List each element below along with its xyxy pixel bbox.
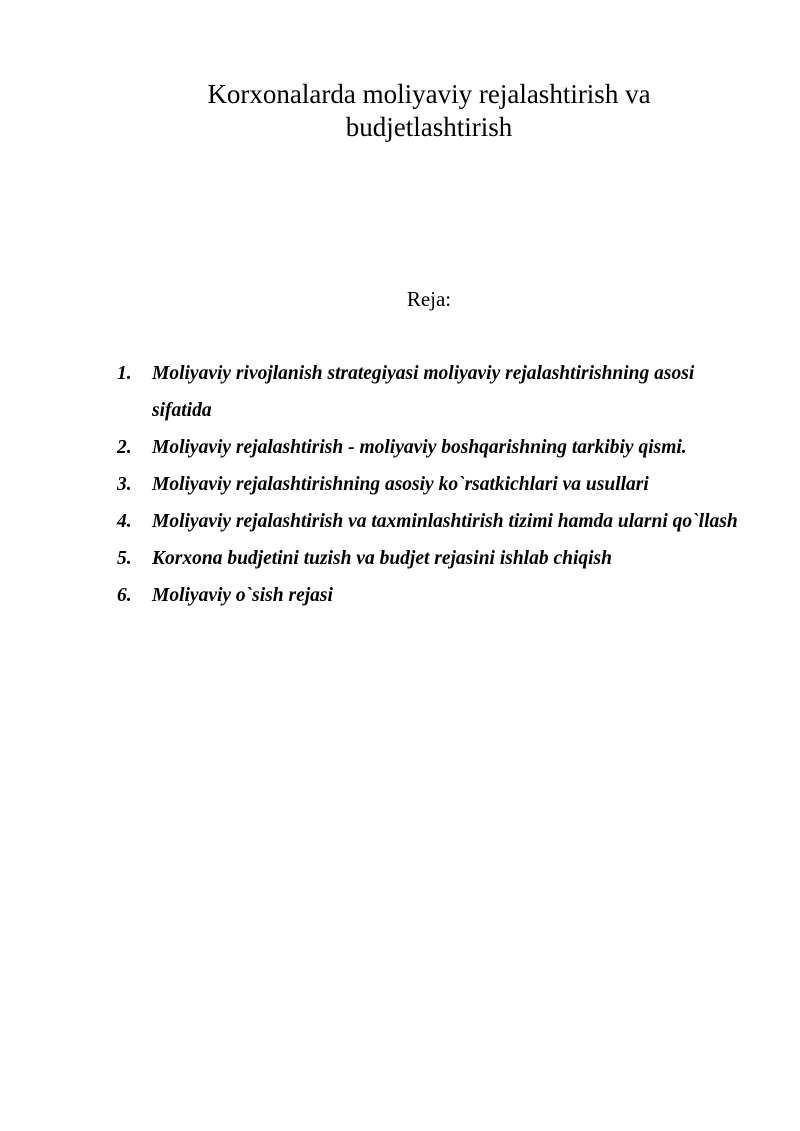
plan-item-number: 3. — [117, 474, 132, 495]
plan-item-number: 5. — [117, 548, 132, 569]
plan-item — [117, 429, 757, 466]
plan-item — [117, 503, 757, 540]
plan-item — [117, 577, 757, 614]
plan-heading: Reja: — [406, 287, 452, 311]
plan-list — [117, 355, 757, 614]
plan-item — [117, 466, 757, 503]
plan-item — [117, 540, 757, 577]
plan-item-number: 4. — [117, 511, 132, 532]
plan-item-number: 1. — [117, 363, 132, 384]
plan-item-text: Korxona budjetini tuzish va budjet rejasini ishlab chiqish — [152, 548, 612, 569]
plan-item-text: Moliyaviy rivojlanish strategiyasi moliyaviy rejalashtirishning asosi sifatida — [152, 363, 695, 421]
plan-item — [117, 355, 757, 429]
plan-item-text: Moliyaviy rejalashtirishning asosiy ko`rsatkichlari va usullari — [152, 474, 649, 495]
document-title: Korxonalarda moliyaviy rejalashtirish va budjetlashtirish — [207, 79, 651, 142]
plan-item-text: Moliyaviy rejalashtirish - moliyaviy boshqarishning tarkibiy qismi. — [152, 437, 687, 458]
plan-item-text: Moliyaviy rejalashtirish va taxminlashtirish tizimi hamda ularni qo`llash — [152, 511, 738, 532]
plan-item-number: 6. — [117, 585, 132, 606]
plan-item-text: Moliyaviy o`sish rejasi — [152, 585, 333, 606]
plan-item-number: 2. — [117, 437, 132, 458]
